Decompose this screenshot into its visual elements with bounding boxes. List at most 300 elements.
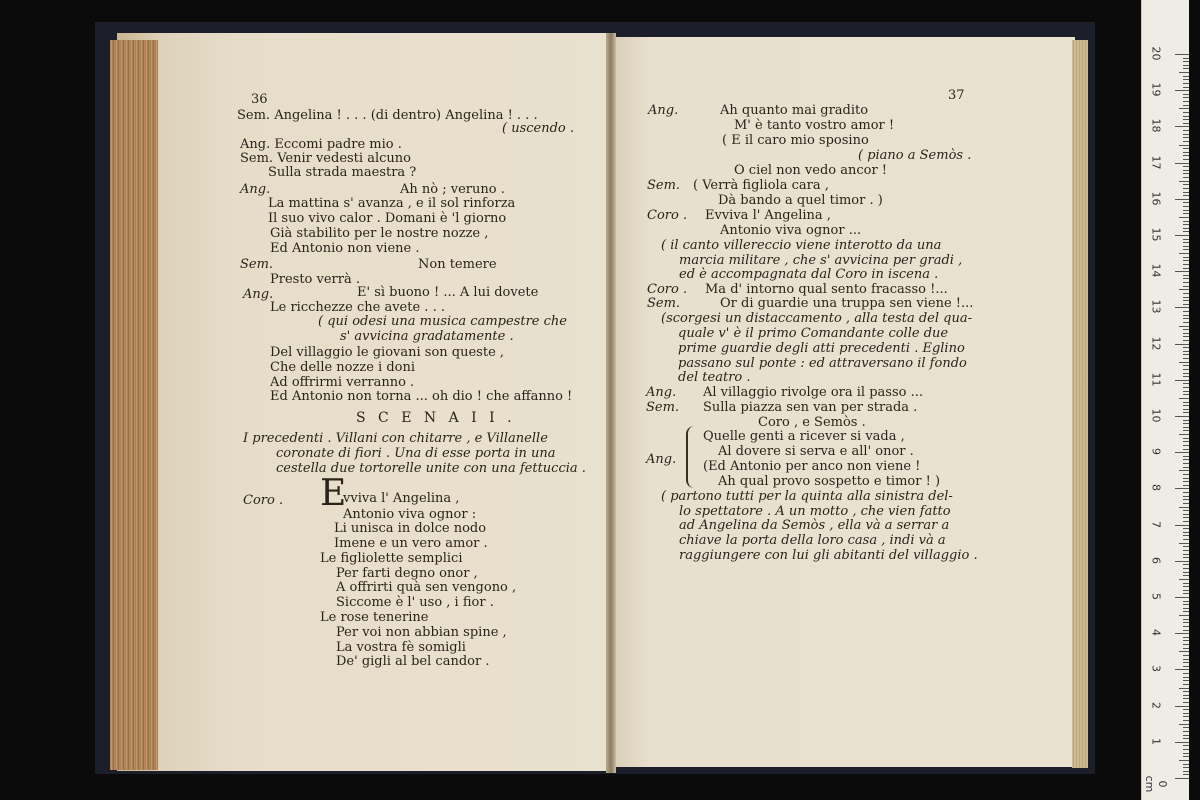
ruler-minor-tick [1183,318,1189,319]
ruler-label: 8 [1149,484,1163,492]
ruler-minor-tick [1183,336,1189,337]
ruler-minor-tick [1183,300,1189,301]
left-text-line: Che delle nozze i doni [270,360,415,375]
ruler-minor-tick [1183,738,1189,739]
left-text-line: Sulla strada maestra ? [268,165,417,180]
ruler-minor-tick [1183,528,1189,529]
ruler-minor-tick [1183,347,1189,348]
ruler-label: 16 [1149,191,1163,206]
ruler-tick [1175,199,1189,200]
right-text-line: Sem. [647,178,681,193]
ruler-minor-tick [1183,351,1189,352]
left-text-line: ( uscendo . [502,121,575,136]
ruler-minor-tick [1183,409,1189,410]
ruler-minor-tick [1183,177,1189,178]
right-text-line: ed è accompagnata dal Coro in iscena . [679,267,939,282]
ruler-minor-tick [1183,282,1189,283]
measurement-ruler [1141,0,1189,800]
right-text-line: lo spettatore . A un motto , che vien fatto [679,504,951,519]
ruler-tick [1175,416,1189,417]
left-text-line: Già stabilito per le nostre nozze , [270,226,489,241]
ruler-label: 5 [1149,593,1163,600]
ruler-tick [1175,163,1189,164]
ruler-minor-tick [1183,749,1189,750]
ruler-minor-tick [1183,112,1189,113]
ruler-minor-tick [1183,550,1189,551]
ruler-minor-tick [1183,459,1189,460]
ruler-minor-tick [1183,637,1189,638]
ruler-label: 15 [1149,227,1163,242]
ruler-minor-tick [1183,590,1189,591]
ruler-minor-tick [1183,720,1189,721]
ruler-minor-tick [1183,514,1189,515]
ruler-minor-tick [1183,195,1189,196]
left-text-line: Per farti degno onor , [336,566,478,581]
ruler-minor-tick [1183,402,1189,403]
right-page-number: 37 [948,88,965,103]
ruler-minor-tick [1183,152,1189,153]
left-text-line: Presto verrà . [270,272,360,287]
right-text-line: quale v' è il primo Comandante colle due [678,326,949,341]
page-edges [110,40,158,770]
ruler-minor-tick [1183,286,1189,287]
fore-edge [1072,40,1088,768]
left-text-line: Ang. [243,287,274,302]
left-text-line: Li unisca in dolce nodo [334,521,487,536]
ruler-minor-tick [1183,340,1189,341]
ruler-minor-tick [1183,449,1189,450]
left-text-line: Le rose tenerine [320,610,429,625]
left-text-line: I precedenti . Villani con chitarre , e Villanelle [243,431,548,446]
ruler-minor-tick [1183,170,1189,171]
right-text-line: Ah quanto mai gradito [720,103,869,118]
ruler-minor-tick [1183,640,1189,641]
ruler-minor-tick [1183,698,1189,699]
ruler-minor-tick [1183,155,1189,156]
left-text-line: s' avvicina gradatamente . [340,329,514,344]
ruler-minor-tick [1183,394,1189,395]
ruler-tick [1175,380,1189,381]
ruler-minor-tick [1183,293,1189,294]
ruler-tick [1175,561,1189,562]
ruler-minor-tick [1183,441,1189,442]
left-text-line: Ah nò ; veruno . [400,182,505,197]
ruler-label: 2 [1149,701,1163,709]
ruler-minor-tick [1183,405,1189,406]
ruler-minor-tick [1183,333,1189,334]
ruler-minor-tick [1183,249,1189,250]
ruler-label: 4 [1149,629,1163,637]
ruler-minor-tick [1179,362,1189,363]
ruler-minor-tick [1183,231,1189,232]
ruler-minor-tick [1183,535,1189,536]
ruler-minor-tick [1183,79,1189,80]
ruler-tick [1175,778,1189,779]
ruler-minor-tick [1183,564,1189,565]
ruler-tick [1175,126,1189,127]
left-text-line: A offrirti quà sen vengono , [336,580,517,595]
ruler-minor-tick [1183,61,1189,62]
ruler-minor-tick [1183,731,1189,732]
right-text-line: passano sul ponte : ed attraversano il fondo [678,356,967,371]
right-text-line: Ang. [646,452,677,467]
ruler-label: 17 [1149,155,1163,170]
right-text-line: Sem. [646,400,680,415]
ruler-minor-tick [1183,188,1189,189]
left-text-line: La mattina s' avanza , e il sol rinforza [268,196,516,211]
ruler-minor-tick [1183,611,1189,612]
ruler-minor-tick [1183,423,1189,424]
ruler-minor-tick [1183,159,1189,160]
ruler-minor-tick [1183,297,1189,298]
ruler-label: 11 [1149,372,1163,387]
ruler-minor-tick [1183,492,1189,493]
right-text-line: Or di guardie una truppa sen viene !... [720,296,974,311]
ruler-minor-tick [1179,72,1189,73]
ruler-minor-tick [1183,438,1189,439]
ruler-minor-tick [1183,630,1189,631]
scene-heading: S C E N A I I . [356,410,516,426]
ruler-minor-tick [1179,615,1189,616]
ruler-minor-tick [1183,134,1189,135]
ruler-minor-tick [1183,101,1189,102]
ruler-minor-tick [1183,727,1189,728]
ruler-minor-tick [1183,83,1189,84]
ruler-minor-tick [1179,507,1189,508]
ruler-minor-tick [1183,94,1189,95]
ruler-minor-tick [1179,253,1189,254]
right-text-line: M' è tanto vostro amor ! [734,118,895,133]
ruler-tick [1175,706,1189,707]
ruler-minor-tick [1183,677,1189,678]
ruler-minor-tick [1183,213,1189,214]
ruler-minor-tick [1183,481,1189,482]
ruler-minor-tick [1183,586,1189,587]
ruler-minor-tick [1183,517,1189,518]
ruler-minor-tick [1183,767,1189,768]
ruler-tick [1175,452,1189,453]
ruler-minor-tick [1183,644,1189,645]
left-text-line: Non temere [418,257,497,272]
ruler-minor-tick [1183,539,1189,540]
right-text-line: ( partono tutti per la quinta alla sinistra del- [661,489,953,504]
left-text-line: Per voi non abbian spine , [336,625,507,640]
ruler-label: 19 [1149,82,1163,97]
drop-cap: E [320,473,347,514]
ruler-minor-tick [1183,141,1189,142]
ruler-minor-tick [1183,148,1189,149]
ruler-minor-tick [1183,387,1189,388]
ruler-label: 12 [1149,336,1163,351]
ruler-tick [1175,669,1189,670]
ruler-minor-tick [1183,604,1189,605]
ruler-minor-tick [1183,691,1189,692]
ruler-minor-tick [1179,398,1189,399]
ruler-label: 0 cm [1143,775,1169,793]
ruler-minor-tick [1183,467,1189,468]
right-text-line: Quelle genti a ricever si vada , [703,429,905,444]
right-text-line: Ang. [648,103,679,118]
left-text-line: Sem. Angelina ! . . . (di dentro) Angelina ! . . . [237,108,538,123]
ruler-minor-tick [1179,543,1189,544]
right-text-line: (Ed Antonio per anco non viene ! [703,459,921,474]
ruler-minor-tick [1183,474,1189,475]
ruler-minor-tick [1183,166,1189,167]
ruler-minor-tick [1183,87,1189,88]
ruler-tick [1175,54,1189,55]
ruler-minor-tick [1183,463,1189,464]
left-text-line: Ad offrirmi verranno . [270,375,415,390]
ruler-label: 14 [1149,263,1163,278]
ruler-minor-tick [1179,579,1189,580]
ruler-minor-tick [1183,412,1189,413]
ruler-minor-tick [1183,702,1189,703]
ruler-minor-tick [1183,105,1189,106]
ruler-minor-tick [1183,246,1189,247]
ruler-minor-tick [1183,354,1189,355]
ruler-minor-tick [1183,315,1189,316]
ruler-tick [1175,742,1189,743]
right-text-line: Coro , e Semòs . [758,415,866,430]
right-text-line: Sulla piazza sen van per strada . [703,400,918,415]
ruler-tick [1175,525,1189,526]
ruler-minor-tick [1179,688,1189,689]
right-text-line: ( E il caro mio sposino [722,133,869,148]
ruler-minor-tick [1183,97,1189,98]
ruler-minor-tick [1183,709,1189,710]
ruler-minor-tick [1179,181,1189,182]
ruler-tick [1175,90,1189,91]
ruler-minor-tick [1183,116,1189,117]
ruler-tick [1175,344,1189,345]
ruler-minor-tick [1183,445,1189,446]
right-text-line: del teatro . [678,370,751,385]
ruler-minor-tick [1183,68,1189,69]
ruler-minor-tick [1183,278,1189,279]
ruler-minor-tick [1183,485,1189,486]
left-text-line: La vostra fè somigli [336,640,466,655]
ruler-tick [1175,235,1189,236]
left-text-line: Sem. Venir vedesti alcuno [240,151,411,166]
right-text-line: Ah qual provo sospetto e timor ! ) [718,474,941,489]
right-text-line: ( il canto villereccio viene interotto da una [661,238,942,253]
left-text-line: Il suo vivo calor . Domani è 'l giorno [268,211,507,226]
ruler-minor-tick [1183,65,1189,66]
right-text-line: marcia militare , che s' avvicina per gradi , [679,253,963,268]
ruler-minor-tick [1183,275,1189,276]
ruler-minor-tick [1183,499,1189,500]
ruler-label: 10 [1149,408,1163,423]
ruler-minor-tick [1183,137,1189,138]
ruler-minor-tick [1183,745,1189,746]
ruler-minor-tick [1183,503,1189,504]
left-text-line: Ang. [240,182,271,197]
left-text-line: Le ricchezze che avete . . . [270,300,445,315]
ruler-label: 1 [1149,737,1163,745]
ruler-minor-tick [1183,304,1189,305]
ruler-minor-tick [1183,593,1189,594]
ruler-minor-tick [1183,680,1189,681]
ruler-minor-tick [1183,420,1189,421]
ruler-minor-tick [1183,76,1189,77]
ruler-minor-tick [1183,369,1189,370]
ruler-tick [1175,488,1189,489]
ruler-tick [1175,271,1189,272]
ruler-minor-tick [1183,532,1189,533]
ruler-minor-tick [1183,684,1189,685]
right-text-line: ad Angelina da Semòs , ella và a serrar a [679,518,950,533]
ruler-label: 6 [1149,556,1163,564]
left-text-line: De' gigli al bel candor . [336,654,490,669]
left-page-number: 36 [251,92,268,107]
ruler-minor-tick [1183,206,1189,207]
ruler-minor-tick [1183,622,1189,623]
ruler-minor-tick [1183,257,1189,258]
right-text-line: O ciel non vedo ancor ! [734,163,888,178]
ruler-minor-tick [1183,173,1189,174]
ruler-minor-tick [1183,456,1189,457]
ruler-minor-tick [1183,123,1189,124]
left-text-line: cestella due tortorelle unite con una fettuccia . [276,461,586,476]
ruler-minor-tick [1183,753,1189,754]
ruler-minor-tick [1183,568,1189,569]
left-text-line: Le figliolette semplici [320,551,463,566]
ruler-minor-tick [1183,601,1189,602]
ruler-minor-tick [1183,771,1189,772]
right-text-line: Coro . [647,208,688,223]
ruler-minor-tick [1183,521,1189,522]
ruler-minor-tick [1179,434,1189,435]
ruler-minor-tick [1183,510,1189,511]
ruler-tick [1175,597,1189,598]
ruler-minor-tick [1183,662,1189,663]
ruler-minor-tick [1183,119,1189,120]
left-text-line: coronate di fiori . Una di esse porta in una [276,446,556,461]
ruler-minor-tick [1179,108,1189,109]
ruler-minor-tick [1183,210,1189,211]
ruler-minor-tick [1183,221,1189,222]
ruler-minor-tick [1183,130,1189,131]
ruler-minor-tick [1179,651,1189,652]
right-text-line: chiave la porta della loro casa , indi và a [679,533,946,548]
right-text-line: Coro . [647,282,688,297]
right-text-line: Antonio viva ognor ... [720,223,862,238]
ruler-minor-tick [1183,756,1189,757]
ruler-minor-tick [1183,322,1189,323]
left-text-line: Ed Antonio non torna ... oh dio ! che affanno ! [270,389,573,404]
ruler-minor-tick [1183,695,1189,696]
ruler-minor-tick [1183,427,1189,428]
ruler-minor-tick [1179,760,1189,761]
ruler-minor-tick [1179,470,1189,471]
ruler-minor-tick [1183,716,1189,717]
ruler-minor-tick [1183,583,1189,584]
ruler-minor-tick [1183,202,1189,203]
ruler-minor-tick [1183,365,1189,366]
left-text-line: Ed Antonio non viene . [270,241,420,256]
ruler-label: 20 [1149,46,1163,61]
ruler-minor-tick [1183,764,1189,765]
ruler-minor-tick [1183,58,1189,59]
ruler-minor-tick [1183,260,1189,261]
ruler-minor-tick [1183,391,1189,392]
ruler-minor-tick [1183,655,1189,656]
ruler-minor-tick [1183,557,1189,558]
ruler-minor-tick [1183,329,1189,330]
ruler-minor-tick [1183,735,1189,736]
ruler-minor-tick [1183,268,1189,269]
ruler-tick [1175,633,1189,634]
ruler-minor-tick [1179,145,1189,146]
ruler-minor-tick [1183,572,1189,573]
right-text-line: Ang. [646,385,677,400]
right-text-line: Evviva l' Angelina , [705,208,831,223]
ruler-minor-tick [1183,626,1189,627]
ruler-minor-tick [1179,724,1189,725]
ruler-minor-tick [1183,713,1189,714]
right-text-line: Dà bando a quel timor . ) [718,193,883,208]
ruler-label: 9 [1149,448,1163,456]
ruler-minor-tick [1183,192,1189,193]
ruler-minor-tick [1183,496,1189,497]
right-text-line: ( Verrà figliola cara , [693,178,829,193]
ruler-minor-tick [1183,228,1189,229]
left-text-line: Antonio viva ognor : [343,507,477,522]
ruler-minor-tick [1183,554,1189,555]
right-text-line: prime guardie degli atti precedenti . Eglino [678,341,965,356]
left-text-line: Siccome è l' uso , i fior . [336,595,494,610]
left-text-line: ( qui odesi una musica campestre che [318,314,567,329]
right-text-line: (scorgesi un distaccamento , alla testa del qua- [661,311,972,326]
ruler-label: 18 [1149,118,1163,133]
ruler-minor-tick [1179,326,1189,327]
ruler-minor-tick [1183,659,1189,660]
right-text-line: Ma d' intorno qual sento fracasso !... [705,282,948,297]
right-text-line: Sem. [647,296,681,311]
ruler-minor-tick [1183,478,1189,479]
ruler-minor-tick [1183,383,1189,384]
right-text-line: raggiungere con lui gli abitanti del villaggio . [679,548,978,563]
ruler-minor-tick [1183,264,1189,265]
ruler-minor-tick [1183,224,1189,225]
ruler-minor-tick [1183,242,1189,243]
brace-icon [686,426,700,488]
ruler-minor-tick [1183,358,1189,359]
ruler-minor-tick [1183,575,1189,576]
left-text-line: Ang. Eccomi padre mio . [240,137,402,152]
ruler-minor-tick [1183,673,1189,674]
left-text-line: Coro . [243,493,284,508]
ruler-minor-tick [1183,184,1189,185]
ruler-minor-tick [1179,217,1189,218]
right-text-line: ( piano a Semòs . [858,148,972,163]
right-text-line: Al villaggio rivolge ora il passo ... [703,385,923,400]
ruler-label: 13 [1149,299,1163,314]
ruler-minor-tick [1183,239,1189,240]
ruler-minor-tick [1183,546,1189,547]
ruler-minor-tick [1183,619,1189,620]
ruler-minor-tick [1183,666,1189,667]
ruler-label: 7 [1149,520,1163,528]
left-text-line: E' sì buono ! ... A lui dovete [357,285,539,300]
ruler-minor-tick [1183,774,1189,775]
left-text-line: Imene e un vero amor . [334,536,488,551]
ruler-minor-tick [1183,373,1189,374]
ruler-label: 3 [1149,665,1163,673]
ruler-minor-tick [1183,608,1189,609]
ruler-tick [1175,307,1189,308]
left-text-line: Del villaggio le giovani son queste , [270,345,505,360]
